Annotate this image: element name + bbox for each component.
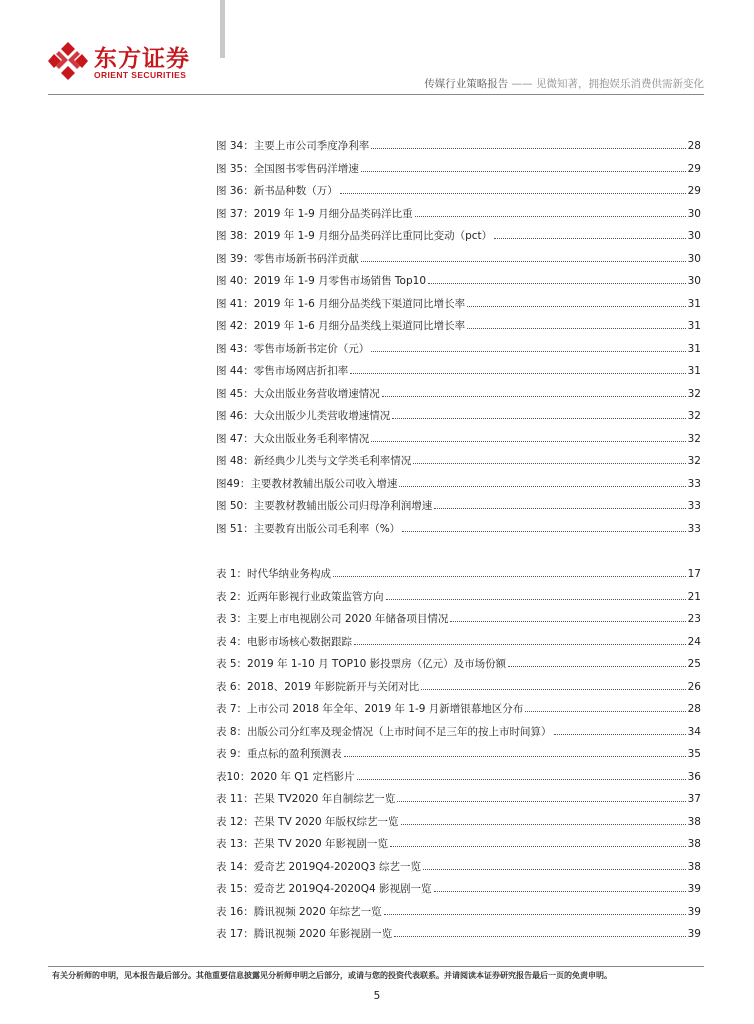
toc-entry-label: 表 6：2018、2019 年影院新开与关闭对比 bbox=[216, 680, 420, 693]
toc-entry-page: 31 bbox=[687, 365, 701, 377]
toc-entry[interactable] bbox=[216, 789, 701, 809]
toc-entry-page: 30 bbox=[687, 207, 701, 220]
toc-entry-page: 24 bbox=[687, 635, 701, 648]
toc-entry-page: 17 bbox=[687, 568, 701, 580]
toc-leader-dots bbox=[450, 609, 685, 622]
toc-entry[interactable] bbox=[216, 834, 701, 854]
toc-leader-dots bbox=[397, 789, 685, 802]
toc-entry-page: 32 bbox=[687, 432, 701, 445]
toc-entry[interactable] bbox=[216, 271, 701, 291]
toc-entry-page: 33 bbox=[687, 522, 701, 535]
toc-entry[interactable] bbox=[216, 902, 701, 922]
toc-leader-dots bbox=[525, 699, 685, 712]
toc-entry-page: 29 bbox=[687, 162, 701, 175]
toc-entry-label: 图 39：零售市场新书码洋贡献 bbox=[216, 252, 359, 265]
toc-entry-label: 图 48：新经典少儿类与文学类毛利率情况 bbox=[216, 455, 412, 467]
toc-entry-page: 39 bbox=[687, 905, 701, 918]
toc-entry-label: 表 11：芒果 TV2020 年自制综艺一览 bbox=[216, 793, 396, 805]
toc-entry-label: 表 16：腾讯视频 2020 年综艺一览 bbox=[216, 905, 382, 918]
toc-entry[interactable] bbox=[216, 609, 701, 629]
toc-entry[interactable] bbox=[216, 744, 701, 764]
toc-entry[interactable] bbox=[216, 699, 701, 719]
toc-entry-page: 31 bbox=[687, 320, 701, 332]
toc-entry[interactable] bbox=[216, 451, 701, 471]
toc-entry-page: 26 bbox=[687, 680, 701, 693]
report-type: 传媒行业策略报告 bbox=[424, 78, 509, 90]
toc-entry[interactable] bbox=[216, 857, 701, 877]
toc-entry-page: 30 bbox=[687, 275, 701, 287]
toc-leader-dots bbox=[394, 924, 686, 937]
toc-entry[interactable] bbox=[216, 159, 701, 179]
toc-entry-label: 表 8：出版公司分红率及现金情况（上市时间不足三年的按上市时间算） bbox=[216, 725, 552, 738]
toc-entry-label: 图 40：2019 年 1-9 月零售市场销售 Top10 bbox=[216, 275, 426, 287]
toc-entry-label: 图 43：零售市场新书定价（元） bbox=[216, 342, 370, 355]
toc-entry[interactable] bbox=[216, 384, 701, 404]
toc-leader-dots bbox=[340, 181, 686, 194]
toc-entry-label: 图 36：新书品种数（万） bbox=[216, 185, 338, 197]
toc-entry-page: 29 bbox=[687, 185, 701, 197]
toc-entry[interactable] bbox=[216, 429, 701, 449]
toc-entry-page: 34 bbox=[687, 725, 701, 738]
header-separator: —— bbox=[508, 78, 536, 90]
toc-entry-page: 30 bbox=[687, 230, 701, 242]
toc-entry-page: 21 bbox=[687, 590, 701, 603]
toc-entry[interactable] bbox=[216, 564, 701, 584]
toc-entry-label: 图 35：全国图书零售码洋增速 bbox=[216, 162, 359, 175]
toc-entry[interactable] bbox=[216, 406, 701, 426]
toc-entry-page: 23 bbox=[687, 613, 701, 625]
toc-entry-label: 图 34：主要上市公司季度净利率 bbox=[216, 140, 370, 152]
toc-entry[interactable] bbox=[216, 204, 701, 224]
toc-entry[interactable] bbox=[216, 722, 701, 742]
toc-leader-dots bbox=[434, 496, 685, 509]
toc-entry-label: 表 2：近两年影视行业政策监管方向 bbox=[216, 590, 384, 603]
toc-entry[interactable] bbox=[216, 181, 701, 201]
toc-leader-dots bbox=[402, 519, 685, 532]
toc-entry-label: 图 44：零售市场网店折扣率 bbox=[216, 365, 349, 377]
toc-entry-page: 37 bbox=[687, 793, 701, 805]
toc-leader-dots bbox=[386, 587, 686, 600]
toc-entry[interactable] bbox=[216, 361, 701, 381]
toc-leader-dots bbox=[413, 451, 685, 464]
toc-entry-label: 表 17：腾讯视频 2020 年影视剧一览 bbox=[216, 928, 393, 940]
toc-entry[interactable] bbox=[216, 316, 701, 336]
toc-entry-page: 32 bbox=[687, 455, 701, 467]
toc-entry-label: 图 42：2019 年 1-6 月细分品类线上渠道同比增长率 bbox=[216, 320, 466, 332]
toc-entry[interactable] bbox=[216, 519, 701, 539]
header-divider bbox=[48, 94, 704, 95]
toc-entry[interactable] bbox=[216, 249, 701, 269]
toc-entry-page: 39 bbox=[687, 883, 701, 895]
toc-entry[interactable] bbox=[216, 136, 701, 156]
toc-leader-dots bbox=[371, 339, 685, 352]
toc-entry[interactable] bbox=[216, 496, 701, 516]
toc-entry[interactable] bbox=[216, 226, 701, 246]
toc-leader-dots bbox=[467, 294, 686, 307]
toc-entry-page: 31 bbox=[687, 342, 701, 355]
toc-entry-label: 表 3：主要上市电视剧公司 2020 年储备项目情况 bbox=[216, 613, 449, 625]
page-number: 5 bbox=[373, 990, 381, 1002]
toc-entry[interactable] bbox=[216, 294, 701, 314]
toc-entry-label: 表 9：重点标的盈利预测表 bbox=[216, 748, 342, 760]
toc-entry-label: 表 7：上市公司 2018 年全年、2019 年 1-9 月新增银幕地区分布 bbox=[216, 703, 524, 715]
toc-leader-dots bbox=[333, 564, 686, 577]
toc-entry-page: 25 bbox=[687, 658, 701, 670]
toc-entry-page: 32 bbox=[687, 410, 701, 422]
toc-leader-dots bbox=[344, 744, 686, 757]
toc-leader-dots bbox=[399, 474, 685, 487]
footer-disclaimer: 有关分析师的申明，见本报告最后部分。其他重要信息披露见分析师申明之后部分，或请与您的投资代表联系。并请阅读本证券研究报告最后一页的免责申明。 bbox=[52, 971, 612, 980]
top-decor-bar bbox=[220, 0, 225, 58]
toc-entry-page: 31 bbox=[687, 297, 701, 310]
toc-entry-page: 33 bbox=[687, 500, 701, 512]
toc-entry-page: 38 bbox=[687, 815, 701, 828]
toc-entry[interactable] bbox=[216, 879, 701, 899]
toc-entry[interactable] bbox=[216, 767, 701, 787]
toc-leader-dots bbox=[434, 879, 686, 892]
toc-entry-label: 图49：主要教材教辅出版公司收入增速 bbox=[216, 477, 398, 490]
toc-leader-dots bbox=[350, 361, 685, 374]
toc-leader-dots bbox=[415, 204, 686, 217]
toc-entry-page: 28 bbox=[687, 140, 701, 152]
report-header-title bbox=[424, 76, 704, 91]
toc-entry[interactable] bbox=[216, 474, 701, 494]
toc-leader-dots bbox=[421, 677, 685, 690]
toc-leader-dots bbox=[423, 857, 686, 870]
toc-entry-page: 30 bbox=[687, 252, 701, 265]
toc-entry[interactable] bbox=[216, 812, 701, 832]
toc-leader-dots bbox=[494, 226, 685, 239]
toc-entry-label: 图 38：2019 年 1-9 月细分品类码洋比重同比变动（pct） bbox=[216, 230, 493, 242]
toc-entry[interactable] bbox=[216, 924, 701, 944]
toc-entry-label: 表 15：爱奇艺 2019Q4-2020Q4 影视剧一览 bbox=[216, 883, 432, 895]
toc-leader-dots bbox=[392, 406, 685, 419]
toc-entry-label: 表 13：芒果 TV 2020 年影视剧一览 bbox=[216, 838, 389, 850]
toc-entry[interactable] bbox=[216, 339, 701, 359]
toc-leader-dots bbox=[371, 429, 685, 442]
toc-entry-label: 表 1：时代华纳业务构成 bbox=[216, 568, 332, 580]
logo-mark-icon bbox=[48, 40, 88, 82]
toc-entry-page: 28 bbox=[687, 703, 701, 715]
toc-leader-dots bbox=[361, 249, 686, 262]
toc-entry-label: 表10：2020 年 Q1 定档影片 bbox=[216, 770, 355, 783]
logo-english-name: ORIENT SECURITIES bbox=[94, 70, 187, 80]
toc-leader-dots bbox=[554, 722, 686, 735]
toc-leader-dots bbox=[401, 812, 686, 825]
toc-leader-dots bbox=[467, 316, 686, 329]
toc-leader-dots bbox=[354, 632, 686, 645]
toc-leader-dots bbox=[357, 767, 686, 780]
toc-entry-label: 图 50：主要教材教辅出版公司归母净利润增速 bbox=[216, 500, 433, 512]
toc-leader-dots bbox=[508, 654, 685, 667]
toc-entry[interactable] bbox=[216, 587, 701, 607]
logo-chinese-name: 东方证券 bbox=[94, 46, 190, 72]
toc-entry-page: 33 bbox=[687, 477, 701, 490]
toc-entry-label: 图 45：大众出版业务营收增速情况 bbox=[216, 387, 380, 400]
toc-entry-label: 图 51：主要教育出版公司毛利率（%） bbox=[216, 522, 401, 535]
toc-entry-label: 图 46：大众出版少儿类营收增速情况 bbox=[216, 410, 391, 422]
toc-entry-page: 35 bbox=[687, 748, 701, 760]
toc-entry-page: 39 bbox=[687, 928, 701, 940]
toc-leader-dots bbox=[384, 902, 686, 915]
toc-entry-label: 表 4：电影市场核心数据跟踪 bbox=[216, 635, 353, 648]
toc-leader-dots bbox=[390, 834, 686, 847]
toc-entry-page: 32 bbox=[687, 387, 701, 400]
footer-divider bbox=[48, 966, 704, 967]
toc-entry[interactable] bbox=[216, 632, 701, 652]
toc-entry[interactable] bbox=[216, 677, 701, 697]
toc-entry-page: 36 bbox=[687, 770, 701, 783]
toc-leader-dots bbox=[361, 159, 686, 172]
toc-entry-label: 图 41：2019 年 1-6 月细分品类线下渠道同比增长率 bbox=[216, 297, 466, 310]
toc-leader-dots bbox=[382, 384, 686, 397]
toc-entry-label: 表 5：2019 年 1-10 月 TOP10 影投票房（亿元）及市场份额 bbox=[216, 658, 507, 670]
toc-entry-label: 图 37：2019 年 1-9 月细分品类码洋比重 bbox=[216, 207, 413, 220]
toc-entry-label: 图 47：大众出版业务毛利率情况 bbox=[216, 432, 370, 445]
toc-leader-dots bbox=[428, 271, 686, 284]
toc-entry-page: 38 bbox=[687, 838, 701, 850]
toc-entry-label: 表 12：芒果 TV 2020 年版权综艺一览 bbox=[216, 815, 399, 828]
toc-entry-label: 表 14：爱奇艺 2019Q4-2020Q3 综艺一览 bbox=[216, 860, 421, 873]
toc-leader-dots bbox=[371, 136, 685, 149]
report-subtitle: 见微知著，拥抱娱乐消费供需新变化 bbox=[536, 78, 704, 90]
toc-entry-page: 38 bbox=[687, 860, 701, 873]
toc-entry[interactable] bbox=[216, 654, 701, 674]
